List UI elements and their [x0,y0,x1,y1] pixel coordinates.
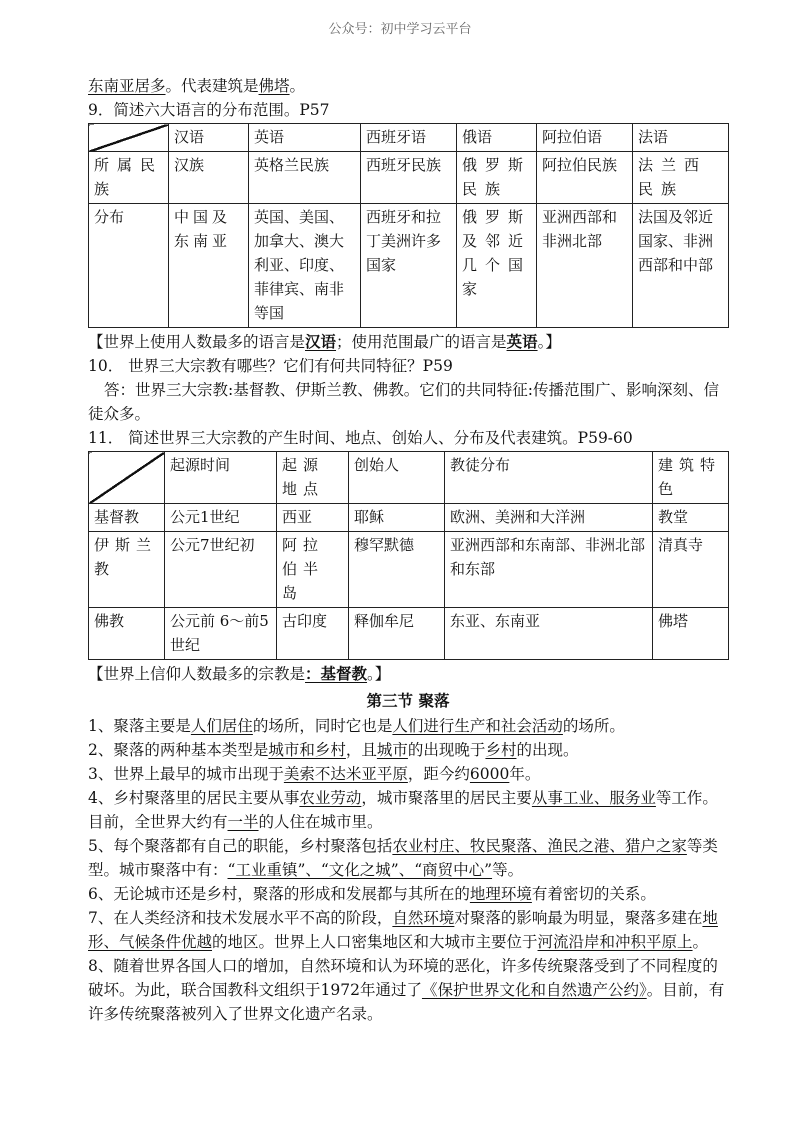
table-cell: 耶稣 [349,504,445,532]
most-spoken-language: 汉语 [305,332,337,351]
table-cell: 英国、美国、加拿大、澳大利亚、印度、菲律宾、南非等国 [249,204,361,328]
point-8: 8、随着世界各国人口的增加，自然环境和认为环境的恶化，许多传统聚落受到了不同程度的破坏。为此，联合国教科文组织于1972年通过了《保护世界文化和自然遗产公约》。目前，有许多传统聚落被列入了世界文化遗产名录。 [88,957,725,1023]
religion-table [88,451,729,660]
intro-region: 东南亚居多 [88,77,166,95]
table-header-cell: 教徒分布 [445,452,653,504]
language-table [88,123,729,328]
point-2: 2、聚落的两种基本类型是城市和乡村，且城市的出现晚于乡村的出现。 [88,741,579,759]
table-cell: 汉族 [169,152,249,204]
table-row [89,452,729,504]
table-cell: 分布 [89,204,169,328]
table-row [89,532,729,608]
point-4: 4、乡村聚落里的居民主要从事农业劳动，城市聚落里的居民主要从事工业、服务业等工作。目前，全世界大约有一半的人住在城市里。 [88,789,718,831]
religion-note: 【世界上信仰人数最多的宗教是：基督教。】 [88,664,391,683]
q9-title: 9．简述六大语言的分布范围。P57 [88,101,330,119]
table-header-cell: 起源地点 [277,452,349,504]
table-cell: 法国及邻近国家、非洲西部和中部 [633,204,729,328]
table-cell: 亚洲西部和东南部、非洲北部和东部 [445,532,653,608]
table-cell: 法兰西民族 [633,152,729,204]
table-header-cell: 阿拉伯语 [537,124,633,152]
point-3: 3、世界上最早的城市出现于美索不达米亚平原，距今约6000年。 [88,765,541,783]
table-cell: 公元1世纪 [165,504,277,532]
table-header-cell: 建筑特色 [653,452,729,504]
table-cell: 西亚 [277,504,349,532]
widest-language: 英语 [506,332,538,351]
most-followed-religion: ：基督教 [305,664,368,683]
table-header-cell: 西班牙语 [361,124,457,152]
table-row [89,608,729,660]
point-1: 1、聚落主要是人们居住的场所，同时它也是人们进行生产和社会活动的场所。 [88,717,625,735]
table-cell: 阿拉伯半岛 [277,532,349,608]
intro-line: 东南亚居多。代表建筑是佛塔。 [88,77,306,95]
table-cell: 俄罗斯及邻近几个国家 [457,204,537,328]
diagonal-header-cell [89,452,165,504]
table-cell: 欧洲、美洲和大洋洲 [445,504,653,532]
table-cell: 中国及东南亚 [169,204,249,328]
table-row [89,204,729,328]
table-cell: 阿拉伯民族 [537,152,633,204]
point-6: 6、无论城市还是乡村，聚落的形成和发展都与其所在的地理环境有着密切的关系。 [88,885,656,903]
table-header-cell: 起源时间 [165,452,277,504]
table-row [89,124,729,152]
page-header: 公众号：初中学习云平台 [328,22,472,37]
intro-building: 佛塔 [258,77,290,95]
table-cell: 俄罗斯民族 [457,152,537,204]
table-header-cell: 英语 [249,124,361,152]
table-cell: 基督教 [89,504,165,532]
table-cell: 东亚、东南亚 [445,608,653,660]
q10-title: 10． 世界三大宗教有哪些？它们有何共同特征？P59 [88,357,453,375]
table-cell: 穆罕默德 [349,532,445,608]
document-body [88,74,728,1026]
table-header-cell: 俄语 [457,124,537,152]
point-5: 5、每个聚落都有自己的职能，乡村聚落包括农业村庄、牧民聚落、渔民之港、猎户之家等类型。城市聚落中有：“工业重镇”、“文化之城”、“商贸中心”等。 [88,837,718,879]
table-row [89,504,729,532]
table-row [89,152,729,204]
table-header-cell: 汉语 [169,124,249,152]
table-cell: 伊斯兰教 [89,532,165,608]
table-cell: 亚洲西部和非洲北部 [537,204,633,328]
table-cell: 佛教 [89,608,165,660]
table-cell: 教堂 [653,504,729,532]
table-cell: 佛塔 [653,608,729,660]
table-header-cell: 法语 [633,124,729,152]
q10-answer: 答：世界三大宗教:基督教、伊斯兰教、佛教。它们的共同特征:传播范围广、影响深刻、信徒众多。 [88,381,719,423]
table-cell: 公元7世纪初 [165,532,277,608]
point-7: 7、在人类经济和技术发展水平不高的阶段，自然环境对聚落的影响最为明显，聚落多建在地形、气候条件优越的地区。世界上人口密集地区和大城市主要位于河流沿岸和冲积平原上。 [88,909,718,951]
table-header-cell: 创始人 [349,452,445,504]
diagonal-header-cell [89,124,169,152]
section-title: 第三节 聚落 [366,691,450,710]
table-cell: 英格兰民族 [249,152,361,204]
q11-title: 11． 简述世界三大宗教的产生时间、地点、创始人、分布及代表建筑。P59-60 [88,429,633,447]
table-cell: 释伽牟尼 [349,608,445,660]
table-cell: 公元前 6～前5世纪 [165,608,277,660]
language-note: 【世界上使用人数最多的语言是汉语；使用范围最广的语言是英语。】 [88,332,561,351]
table-cell: 古印度 [277,608,349,660]
table-cell: 西班牙和拉丁美洲许多国家 [361,204,457,328]
table-cell: 所属民族 [89,152,169,204]
table-cell: 西班牙民族 [361,152,457,204]
table-cell: 清真寺 [653,532,729,608]
